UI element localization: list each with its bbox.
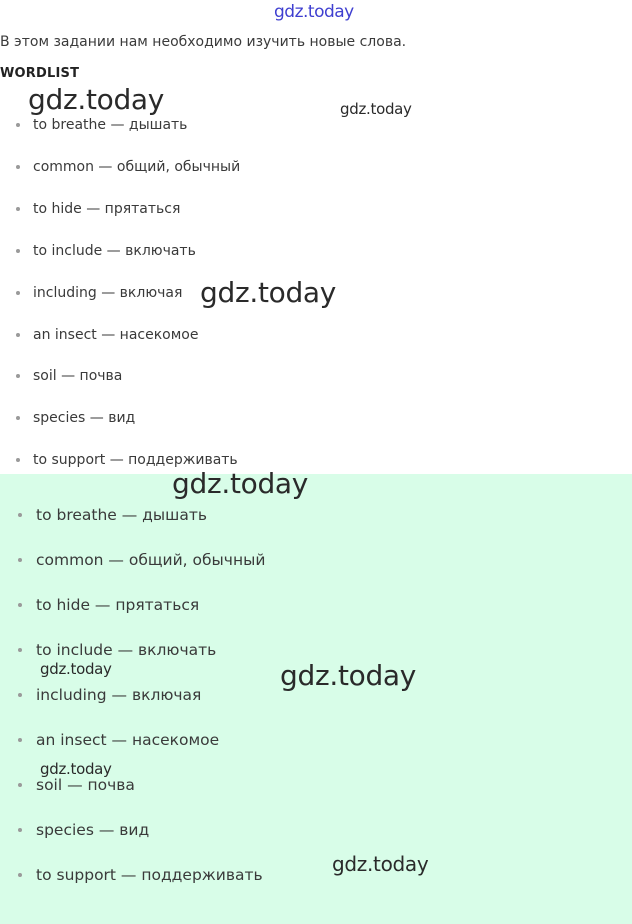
list-item-text: to hide — прятаться (36, 596, 200, 614)
bullet-icon (18, 558, 22, 562)
wordlist-heading: WORDLIST (0, 66, 80, 81)
list-item (18, 820, 149, 840)
list-item-text: to include — включать (33, 242, 196, 259)
watermark: gdz.today (340, 100, 412, 118)
list-item-text: to breathe — дышать (33, 117, 188, 133)
intro-text: В этом задании нам необходимо изучить новые слова. (0, 34, 407, 50)
list-item (16, 157, 240, 177)
bullet-icon (18, 513, 22, 517)
list-item (18, 865, 263, 885)
bullet-icon (18, 603, 22, 607)
list-item (18, 685, 201, 705)
list-item-text: soil — почва (36, 776, 135, 794)
list-item (16, 408, 135, 428)
bullet-icon (16, 291, 20, 295)
list-item-text: species — вид (33, 410, 136, 427)
watermark: gdz.today (40, 760, 112, 778)
list-item-text: common — общий, обычный (33, 158, 241, 175)
bullet-icon (16, 374, 20, 378)
list-item-text: an insect — насекомое (36, 731, 220, 749)
list-item (18, 775, 135, 795)
bullet-icon (16, 249, 20, 253)
bullet-icon (18, 738, 22, 742)
bullet-icon (18, 648, 22, 652)
watermark: gdz.today (172, 467, 309, 500)
bullet-icon (18, 693, 22, 697)
list-item (16, 199, 180, 219)
list-item (18, 640, 216, 660)
watermark: gdz.today (332, 852, 429, 876)
watermark: gdz.today (280, 659, 417, 692)
list-item (16, 366, 122, 386)
list-item (18, 595, 199, 615)
watermark-top: gdz.today (274, 2, 354, 22)
bullet-icon (16, 165, 20, 169)
list-item-text: to breathe — дышать (36, 506, 207, 524)
bullet-icon (18, 828, 22, 832)
list-item-text: to support — поддерживать (36, 866, 263, 884)
watermark: gdz.today (40, 660, 112, 678)
list-item-text: to support — поддерживать (33, 452, 238, 469)
list-item (16, 241, 196, 261)
list-item-text: to hide — прятаться (33, 200, 181, 217)
bullet-icon (18, 873, 22, 877)
list-item (16, 325, 198, 345)
bullet-icon (16, 207, 20, 211)
list-item-text: soil — почва (33, 368, 123, 385)
bullet-icon (16, 458, 20, 462)
list-item (18, 730, 219, 750)
bullet-icon (16, 123, 20, 127)
list-item-text: including — включая (36, 686, 202, 704)
list-item (18, 505, 207, 525)
bullet-icon (16, 333, 20, 337)
list-item-text: including — включая (33, 284, 183, 301)
list-item (18, 550, 265, 570)
watermark: gdz.today (28, 83, 165, 116)
list-item (16, 283, 182, 303)
bullet-icon (16, 416, 20, 420)
list-item-text: common — общий, обычный (36, 551, 266, 569)
bullet-icon (18, 783, 22, 787)
list-item-text: an insect — насекомое (33, 326, 199, 343)
list-item-text: species — вид (36, 821, 150, 839)
watermark: gdz.today (200, 276, 337, 309)
list-item (16, 115, 187, 135)
list-item-text: to include — включать (36, 641, 217, 659)
